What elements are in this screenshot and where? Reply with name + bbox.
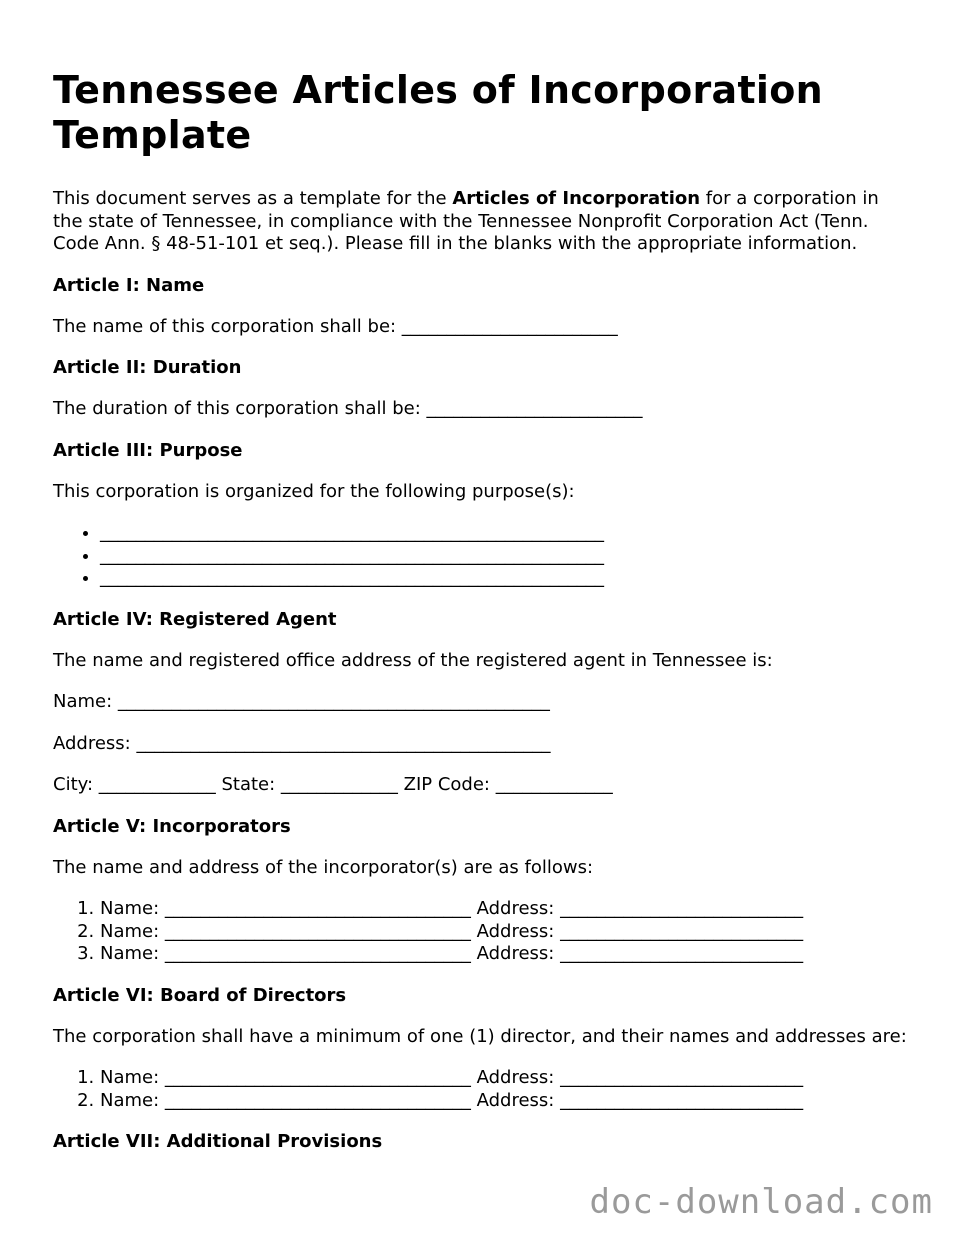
intro-paragraph [53, 188, 913, 256]
incorporator-item: 2. Name: __________________________________ Address: ___________________________ [100, 921, 913, 944]
intro-text-start: This document serves as a template for the [53, 188, 453, 209]
director-item: 2. Name: __________________________________ Address: ___________________________ [100, 1090, 913, 1113]
registered-agent-intro: The name and registered office address of the registered agent in Tennessee is: [53, 649, 773, 671]
article-2-heading: Article II: Duration [53, 357, 242, 378]
duration-field: The duration of this corporation shall be: ________________________ [53, 398, 643, 419]
purpose-item: • ________________________________________________________ [100, 567, 913, 590]
directors-intro: The corporation shall have a minimum of one (1) director, and their names and addresses are: [53, 1025, 907, 1047]
document-title: Tennessee Articles of Incorporation Template [53, 68, 824, 157]
purpose-list [53, 522, 913, 590]
agent-address-field: Address: ______________________________________________ [53, 732, 551, 754]
purpose-item: • ________________________________________________________ [100, 522, 913, 545]
directors-list [53, 1067, 913, 1112]
purpose-intro: This corporation is organized for the following purpose(s): [53, 480, 575, 502]
incorporator-item: 3. Name: __________________________________ Address: ___________________________ [100, 943, 913, 966]
article-4-heading: Article IV: Registered Agent [53, 608, 337, 630]
intro-text-end: for a corporation in the state of Tennessee, in compliance with the Tennessee Nonprofit Corporation Act (Tenn. Code Ann. § 48-51-101 et seq.). Please fill in the blanks with the appropriate information. [53, 188, 879, 254]
incorporators-list [53, 898, 913, 966]
article-3-heading: Article III: Purpose [53, 439, 243, 461]
agent-name-field: Name: ________________________________________________ [53, 691, 550, 712]
corporation-name-field: The name of this corporation shall be: ________________________ [53, 315, 618, 337]
intro-text-bold: Articles of Incorporation [452, 188, 701, 209]
watermark: doc-download.com [589, 1182, 933, 1222]
article-6-heading: Article VI: Board of Directors [53, 984, 347, 1006]
article-5-heading: Article V: Incorporators [53, 815, 291, 837]
incorporator-item: 1. Name: __________________________________ Address: ___________________________ [100, 898, 913, 921]
incorporators-intro: The name and address of the incorporator(s) are as follows: [53, 856, 594, 878]
document-page [53, 68, 913, 1172]
article-1-heading: Article I: Name [53, 274, 205, 296]
article-7-heading: Article VII: Additional Provisions [53, 1131, 383, 1152]
director-item: 1. Name: __________________________________ Address: ___________________________ [100, 1067, 913, 1090]
agent-city-state-zip-field: City: _____________ State: _____________ ZIP Code: _____________ [53, 774, 613, 795]
purpose-item: • ________________________________________________________ [100, 545, 913, 568]
